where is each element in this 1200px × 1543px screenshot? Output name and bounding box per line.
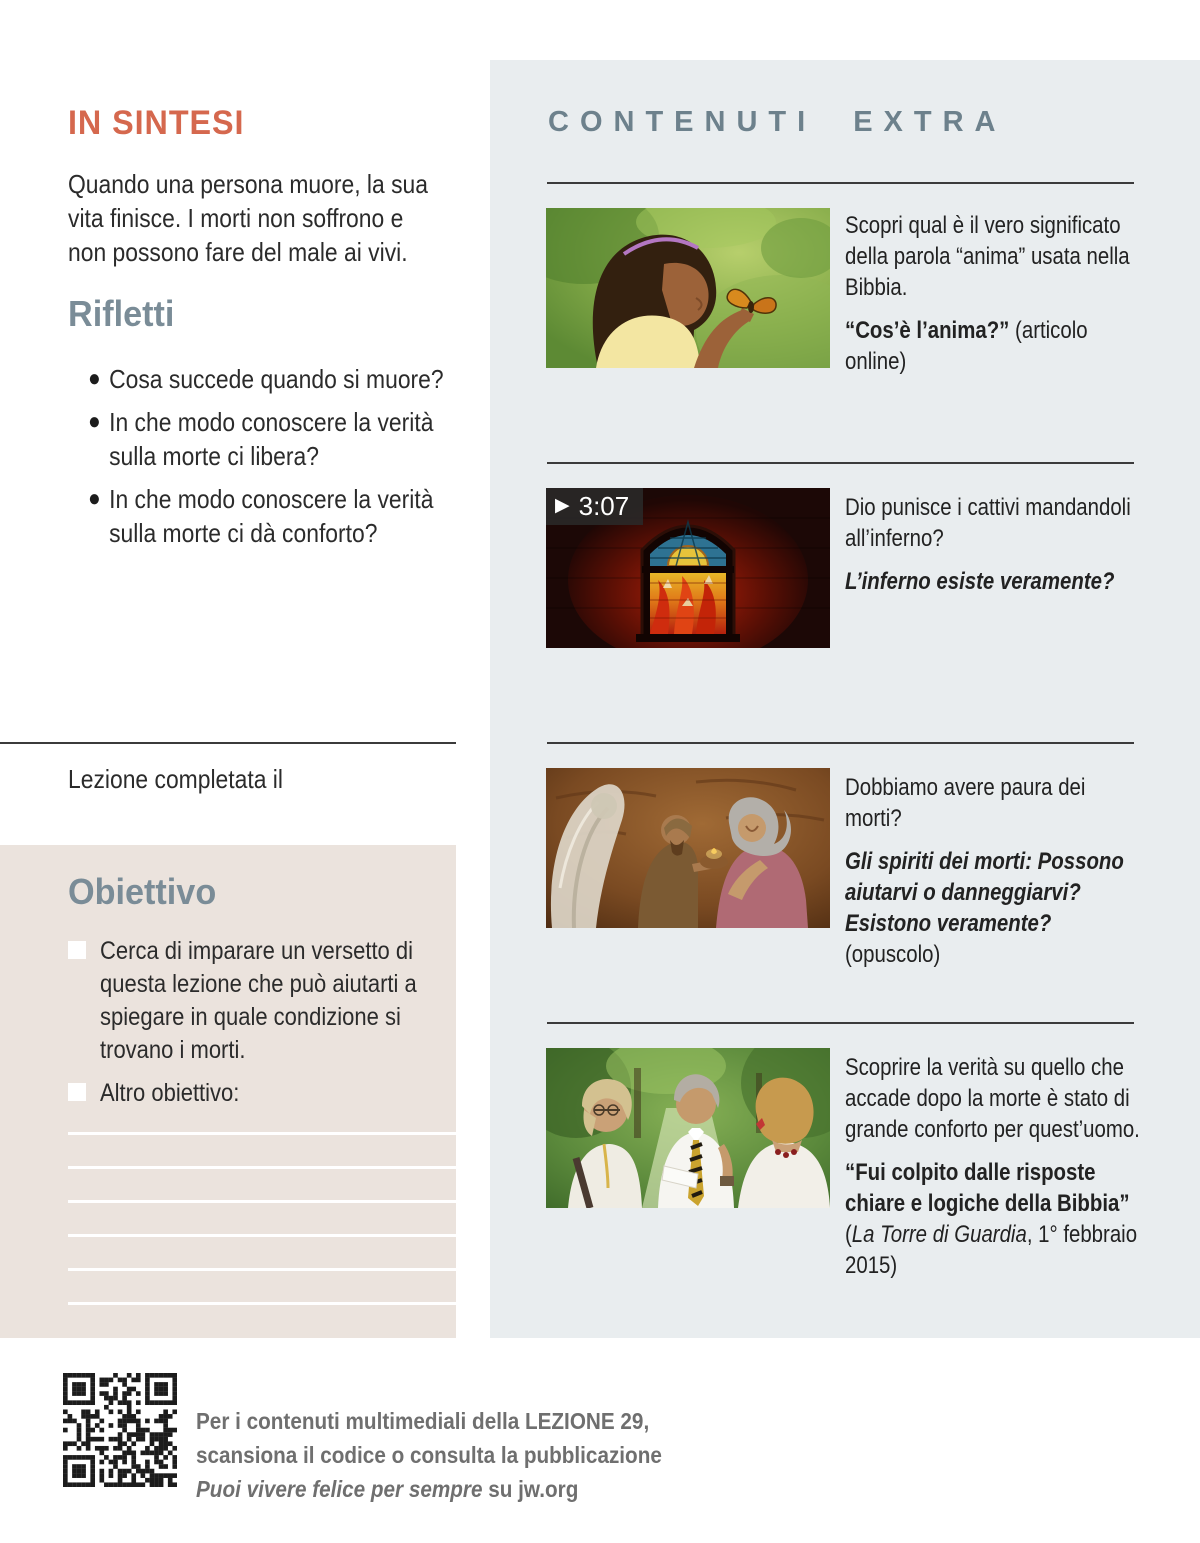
footer-line-3 (196, 1472, 736, 1506)
magazine-title: La Torre di Guardia (851, 1221, 1027, 1248)
bullet-icon: ● (88, 408, 101, 435)
spirit-apparition-image[interactable] (546, 768, 830, 928)
item-description: Scopri qual è il vero significato della parola “anima” usata nella Bibbia. (845, 212, 1130, 301)
rifletti-heading: Rifletti (68, 293, 175, 334)
item-divider (547, 1022, 1134, 1024)
bullet-text: In che modo conoscere la verità sulla morte ci libera? (109, 407, 434, 471)
item-divider (547, 462, 1134, 464)
item-description: Dio punisce i cattivi mandandoli all’inferno? (845, 494, 1131, 552)
objective-item-1 (68, 935, 500, 1067)
checkbox[interactable] (68, 1083, 86, 1101)
footer-line-1: Per i contenuti multimediali della LEZIONE 29, (196, 1408, 650, 1434)
item-4-text (845, 1052, 1144, 1281)
rifletti-bullet-list (88, 362, 466, 559)
footer-line-2: scansiona il codice o consulta la pubblicazione (196, 1442, 662, 1468)
write-line (68, 1200, 456, 1203)
objective-text: Altro obiettivo: (100, 1079, 240, 1107)
summary-paragraph: Quando una persona muore, la sua vita finisce. I morti non soffrono e non possono fare del male ai vivi. (68, 169, 428, 267)
bullet-icon: ● (88, 485, 101, 512)
write-line (68, 1302, 456, 1305)
write-line (68, 1132, 456, 1135)
item-link-line (845, 315, 1144, 377)
qr-code (63, 1373, 177, 1487)
outdoor-conversation-image[interactable] (546, 1048, 830, 1208)
item-description: Dobbiamo avere paura dei morti? (845, 774, 1086, 832)
video-duration-badge (546, 488, 643, 525)
bullet-icon: ● (88, 365, 101, 392)
play-icon: ▶ (555, 495, 570, 516)
brochure-title-link[interactable]: Gli spiriti dei morti: Possono aiutarvi o danneggiarvi? Esistono veramente? (845, 848, 1124, 937)
objective-item-2 (68, 1077, 500, 1110)
bullet-text: In che modo conoscere la verità sulla morte ci dà conforto? (109, 484, 434, 548)
list-item (88, 405, 466, 473)
magazine-source: (La Torre di Guardia, 1° febbraio 2015) (845, 1221, 1138, 1279)
item-divider (547, 742, 1134, 744)
list-item (88, 482, 466, 550)
bullet-text: Cosa succede quando si muore? (109, 364, 444, 394)
contenuti-extra-heading: CONTENUTI EXTRA (548, 106, 1007, 138)
objective-text: Cerca di imparare un versetto di questa lezione che può aiutarti a spiegare in quale condizione si trovano i morti. (100, 937, 417, 1064)
write-line (68, 1166, 456, 1169)
in-sintesi-heading: IN SINTESI (68, 104, 245, 142)
girl-with-butterfly-image[interactable] (546, 208, 830, 368)
publication-title: Puoi vivere felice per sempre (196, 1476, 483, 1502)
obiettivo-heading: Obiettivo (68, 871, 217, 912)
video-title-link[interactable]: L’inferno esiste veramente? (845, 568, 1115, 595)
footer-suffix: su jw.org (482, 1476, 579, 1502)
objective-box (0, 845, 456, 1338)
list-item (88, 362, 466, 396)
checkbox[interactable] (68, 941, 86, 959)
article-link[interactable]: “Cos’è l’anima?” (845, 317, 1010, 344)
footer-note (196, 1404, 736, 1506)
item-note: (opuscolo) (845, 941, 941, 968)
contenuti-extra-panel (490, 60, 1200, 1338)
item-2-text (845, 492, 1144, 609)
item-note: (articolo online) (845, 317, 1088, 375)
item-1-text (845, 210, 1144, 389)
write-line (68, 1234, 456, 1237)
write-line (68, 1268, 456, 1271)
lesson-completed-label: Lezione completata il (68, 764, 283, 794)
hellfire-video-thumbnail[interactable] (546, 488, 830, 648)
magazine-quote-link[interactable]: “Fui colpito dalle risposte chiare e logiche della Bibbia” (845, 1159, 1130, 1217)
item-description: Scoprire la verità su quello che accade dopo la morte è stato di grande conforto per quest’uomo. (845, 1054, 1140, 1143)
item-divider (547, 182, 1134, 184)
video-duration: 3:07 (578, 491, 630, 521)
item-3-text (845, 772, 1144, 970)
left-divider (0, 742, 456, 744)
